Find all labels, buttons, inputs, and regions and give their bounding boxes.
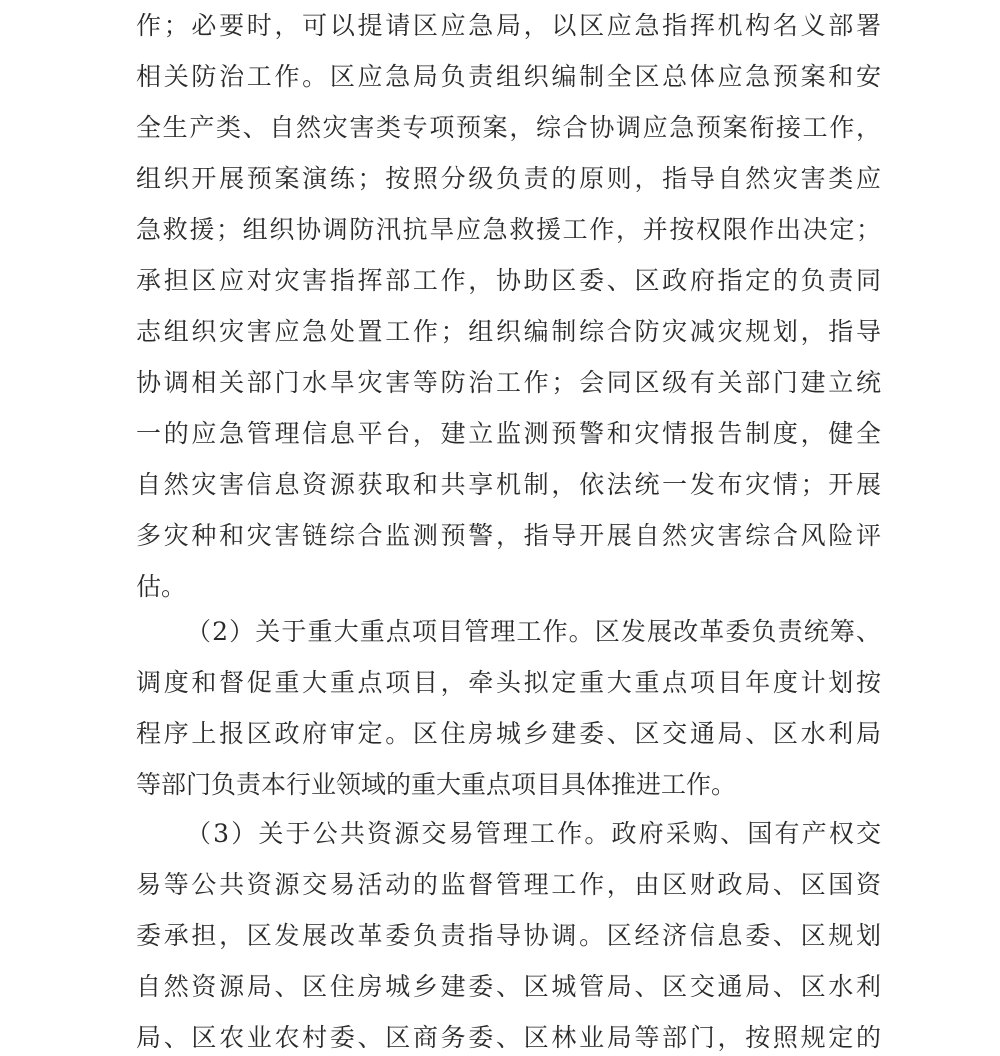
paragraph-section-1-tail bbox=[136, 0, 881, 612]
paragraph-section-2 bbox=[136, 606, 881, 810]
text-line: 调度和督促重大重点项目，牵头拟定重大重点项目年度计划按 bbox=[136, 668, 881, 697]
text-line: 估。 bbox=[136, 572, 187, 601]
text-line: 全生产类、自然灾害类专项预案，综合协调应急预案衔接工作， bbox=[136, 113, 881, 142]
text-line: 作；必要时，可以提请区应急局，以区应急指挥机构名义部署 bbox=[136, 11, 881, 40]
text-line: （2）关于重大重点项目管理工作。区发展改革委负责统筹、 bbox=[186, 617, 881, 646]
text-line: 局、区农业农村委、区商务委、区林业局等部门，按照规定的 bbox=[136, 1023, 881, 1052]
text-line: 程序上报区政府审定。区住房城乡建委、区交通局、区水利局 bbox=[136, 719, 881, 748]
paragraph-section-3 bbox=[136, 808, 881, 1056]
text-line: 承担区应对灾害指挥部工作，协助区委、区政府指定的负责同 bbox=[136, 266, 881, 295]
text-line: 一的应急管理信息平台，建立监测预警和灾情报告制度，健全 bbox=[136, 419, 881, 448]
text-line: 委承担，区发展改革委负责指导协调。区经济信息委、区规划 bbox=[136, 921, 881, 950]
text-line: 等部门负责本行业领域的重大重点项目具体推进工作。 bbox=[136, 770, 737, 799]
text-line: 志组织灾害应急处置工作；组织编制综合防灾减灾规划，指导 bbox=[136, 317, 881, 346]
text-line: （3）关于公共资源交易管理工作。政府采购、国有产权交 bbox=[186, 819, 881, 848]
text-line: 急救援；组织协调防汛抗旱应急救援工作，并按权限作出决定； bbox=[136, 215, 881, 244]
text-line: 协调相关部门水旱灾害等防治工作；会同区级有关部门建立统 bbox=[136, 368, 881, 397]
text-line: 相关防治工作。区应急局负责组织编制全区总体应急预案和安 bbox=[136, 62, 881, 91]
text-line: 组织开展预案演练；按照分级负责的原则，指导自然灾害类应 bbox=[136, 164, 881, 193]
text-line: 自然灾害信息资源获取和共享机制，依法统一发布灾情；开展 bbox=[136, 470, 881, 499]
text-line: 多灾种和灾害链综合监测预警，指导开展自然灾害综合风险评 bbox=[136, 521, 881, 550]
text-line: 自然资源局、区住房城乡建委、区城管局、区交通局、区水利 bbox=[136, 972, 881, 1001]
text-line: 易等公共资源交易活动的监督管理工作，由区财政局、区国资 bbox=[136, 870, 881, 899]
